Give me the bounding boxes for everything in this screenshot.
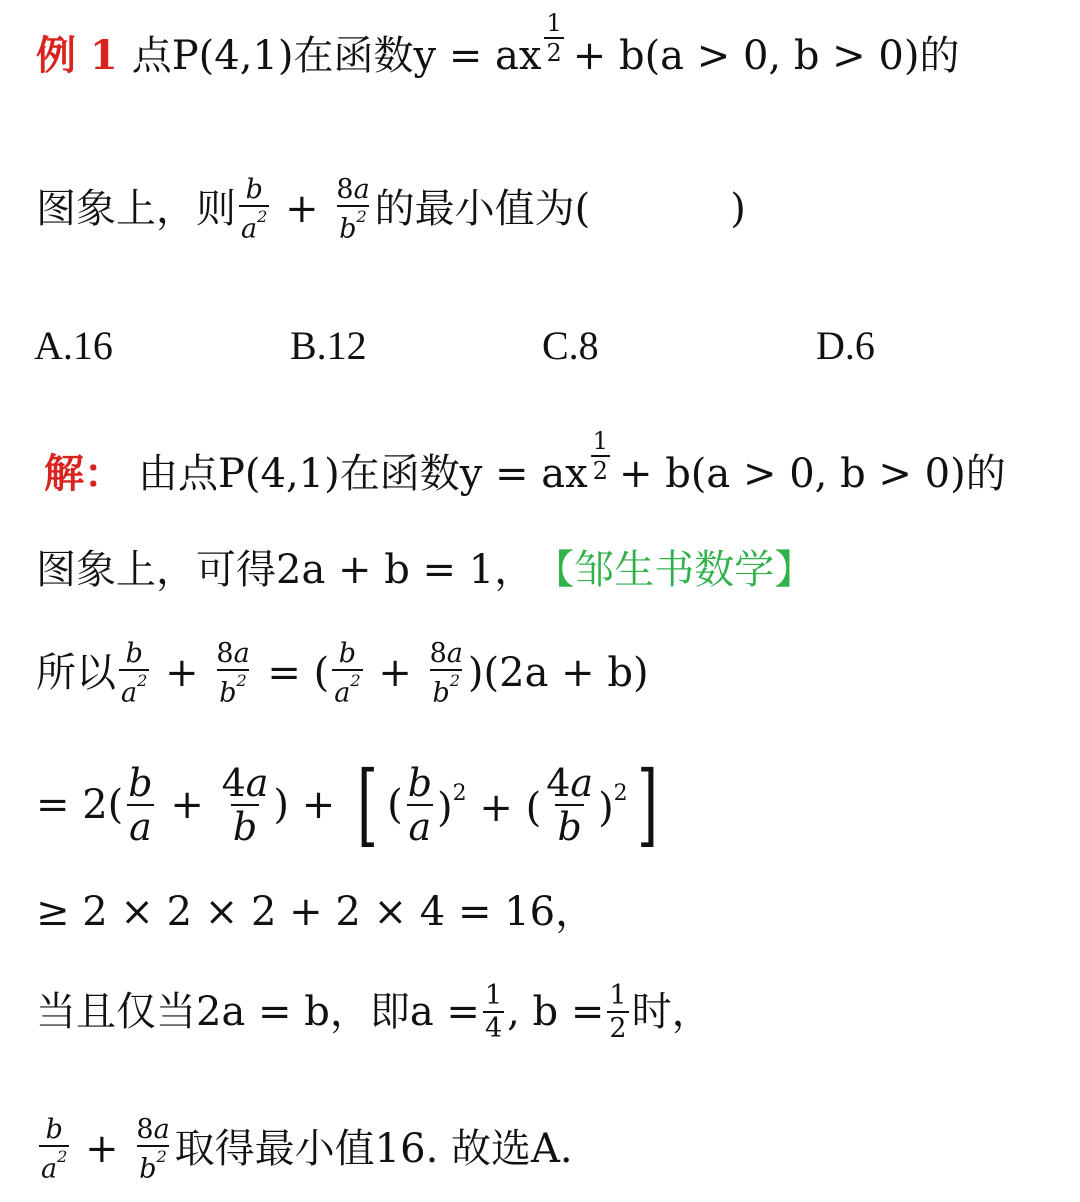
- example-label: 例 1: [36, 32, 118, 79]
- solution-exponent-fraction: $\frac{1}{2}$: [592, 427, 608, 485]
- solution-line3-tail: (2a + b): [483, 650, 649, 697]
- solution-line6-tail: 时，: [631, 989, 712, 1035]
- problem-line-1: [36, 9, 960, 79]
- exponent-fraction: $\frac{1}{2}$: [546, 9, 562, 67]
- solution-line2-text: 图象上，可得2a + b = 1，: [36, 547, 535, 593]
- solution-line-5: [36, 889, 596, 935]
- fraction-one-quarter: $\frac{1}{4}$: [484, 980, 503, 1044]
- solution-line-6: [36, 982, 712, 1042]
- solution-line6-mid: , b =: [507, 989, 605, 1035]
- solution-conclusion: 取得最小值16. 故选A.: [174, 1126, 573, 1173]
- solution-line-1: [36, 427, 1006, 497]
- fraction-8a-over-b2: $\frac{8a}{b^2}$: [216, 638, 250, 709]
- fraction-b-over-a2: $\frac{b}{a^2}$: [334, 638, 361, 709]
- watermark-text: 【邹生书数学】: [534, 547, 815, 593]
- option-b: B.12: [290, 323, 367, 368]
- fraction-b-over-a2: $\frac{b}{a^2}$: [241, 174, 268, 245]
- solution-line-7: $\frac{b}{a^2}$ + $\frac{8a}{b^2}$ 取得最小值16. 故选A.: [41, 1114, 573, 1185]
- fraction-b-over-a: $\frac{b}{a}$: [407, 761, 433, 849]
- option-d: D.6: [816, 323, 875, 368]
- solution-line6-head: 当且仅当2a = b，即a =: [36, 989, 480, 1035]
- fraction-8a-over-b2: $\frac{8a}{b^2}$: [136, 1114, 170, 1185]
- solution-line-4: = 2( $\frac{b}{a}$ + $\frac{4a}{b}$ ) + [ ( $\frac{b}{a}$ )$^2$ + ( $\frac{4a}{b}$ )$^2$ ]: [36, 752, 658, 857]
- problem-line2-head: 图象上，则: [36, 186, 236, 233]
- solution-inequality: ≥ 2 × 2 × 2 + 2 × 4 = 16，: [36, 889, 596, 935]
- fraction-b-over-a2: $\frac{b}{a^2}$: [121, 638, 148, 709]
- fraction-8a-over-b2: $\frac{8a}{b^2}$: [336, 174, 370, 245]
- fraction-8a-over-b2: $\frac{8a}{b^2}$: [429, 638, 463, 709]
- fraction-b-over-a2: $\frac{b}{a^2}$: [41, 1114, 68, 1185]
- solution-line1-tail: + b(a > 0, b > 0)的: [618, 451, 1006, 497]
- problem-stem-tail: + b(a > 0, b > 0)的: [572, 33, 960, 79]
- solution-line1-text: 由点P(4,1)在函数y = ax: [138, 451, 588, 497]
- problem-line2-tail: 的最小值为(: [374, 186, 591, 233]
- option-c: C.8: [542, 323, 599, 368]
- solution-line-2: [36, 547, 815, 593]
- solution-label: 解：: [44, 450, 124, 497]
- fraction-4a-over-b: $\frac{4a}{b}$: [546, 761, 594, 849]
- right-square-bracket: ]: [636, 752, 658, 857]
- fraction-4a-over-b: $\frac{4a}{b}$: [221, 761, 269, 849]
- problem-stem-text: 点P(4,1)在函数y = ax: [131, 33, 542, 79]
- problem-line-2: 图象上，则 $\frac{b}{a^2}$ + $\frac{8a}{b^2}$ 的最小值为( ): [36, 174, 746, 245]
- answer-blank-close: ): [730, 186, 746, 233]
- left-square-bracket: [: [357, 752, 379, 857]
- fraction-one-half: $\frac{1}{2}$: [609, 980, 627, 1044]
- option-a: A.16: [34, 323, 113, 368]
- fraction-b-over-a: $\frac{b}{a}$: [128, 761, 153, 849]
- solution-line3-head: 所以: [36, 650, 116, 697]
- solution-line-3: 所以 $\frac{b}{a^2}$ + $\frac{8a}{b^2}$ = ( $\frac{b}{a^2}$ + $\frac{8a}{b^2}$ ) (2a + b): [36, 638, 649, 709]
